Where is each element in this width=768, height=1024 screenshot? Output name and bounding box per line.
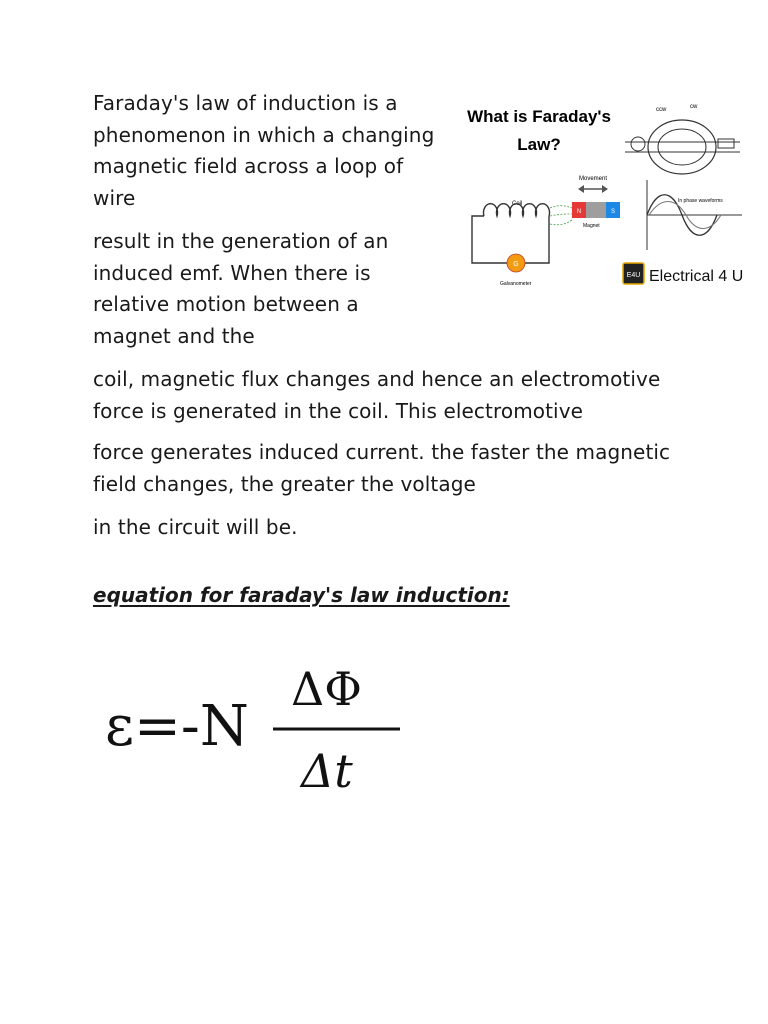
movement-label: Movement: [579, 176, 608, 182]
formula-lhs: ε=-N: [105, 694, 249, 759]
ccw-label: ccw: [656, 107, 667, 113]
brand-name: Electrical 4 U: [649, 268, 744, 285]
waveform-label: In phase waveforms: [678, 198, 723, 204]
equation-heading: equation for faraday's law induction:: [93, 583, 510, 607]
paragraph-circuit: in the circuit will be.: [93, 515, 298, 539]
galvanometer-symbol: G: [513, 261, 519, 268]
cw-label: cw: [690, 104, 698, 110]
double-arrow-icon: [578, 185, 608, 193]
faradays-law-figure: [442, 92, 768, 297]
figure-title-line2: Law?: [517, 135, 561, 154]
waveform-plot: [647, 180, 742, 250]
electrical4u-logo: [623, 263, 743, 285]
galvanometer-label: Galvanometer: [500, 281, 532, 287]
figure-title-line1: What is Faraday's: [467, 107, 611, 126]
faraday-formula: [105, 655, 415, 805]
magnet-middle: [586, 202, 606, 218]
formula-denominator: Δt: [301, 744, 353, 798]
paragraph-current: force generates induced current. the faster the magnetic field changes, the greater the voltage: [93, 440, 671, 496]
magnet-label: Magnet: [583, 223, 600, 229]
coil-circuit: [472, 176, 620, 287]
paragraph-flux: coil, magnetic flux changes and hence an electromotive force is generated in the coil. This electromotive: [93, 367, 661, 423]
paragraph-emf: result in the generation of an induced emf. When there is relative motion between a magnet and the: [93, 229, 389, 348]
magnet-n-label: N: [576, 209, 582, 215]
ring-diagram: [625, 104, 740, 174]
coil-label: Coil: [512, 201, 523, 207]
field-lines: [550, 206, 572, 225]
formula-numerator: ΔΦ: [291, 662, 362, 716]
paragraph-intro: Faraday's law of induction is a phenomenon in which a changing magnetic field across a loop of wire: [93, 91, 435, 210]
magnet-s-label: S: [610, 209, 616, 215]
brand-badge-text: E4U: [626, 272, 641, 279]
